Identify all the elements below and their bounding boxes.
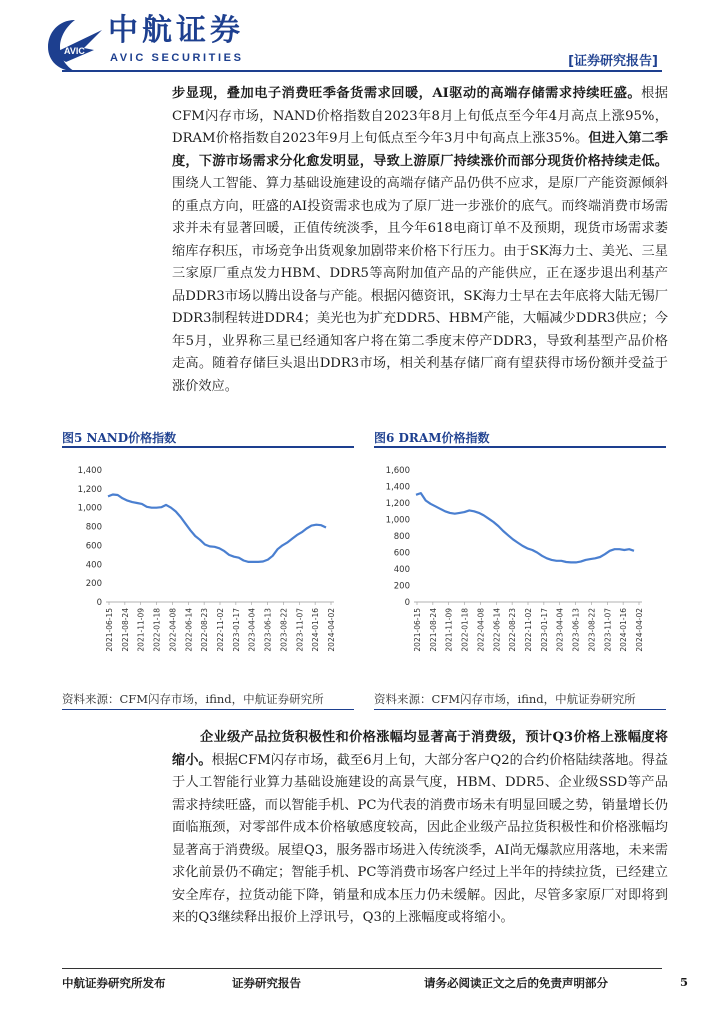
- body-paragraph-1: [172, 83, 668, 398]
- footer-divider: [62, 968, 662, 969]
- header-divider: [62, 70, 662, 72]
- price-index-line: [416, 493, 634, 562]
- figure-5-source-divider: [62, 709, 354, 710]
- text-segment: 企业级产品拉货积极性和价格涨幅均显著高于消费级，预计Q3价格上涨幅度将缩小。: [172, 730, 668, 768]
- x-tick-label: 2021-08-24: [428, 608, 438, 652]
- x-tick-label: 2023-04-04: [247, 608, 257, 652]
- y-tick-label: 1,000: [385, 515, 410, 526]
- x-tick-label: 2021-08-24: [120, 608, 130, 652]
- y-tick-label: 600: [393, 548, 410, 559]
- y-tick-label: 800: [393, 532, 410, 542]
- footer-report-type: 证券研究报告: [232, 976, 301, 990]
- y-tick-label: 800: [85, 522, 102, 533]
- footer-publisher: 中航证券研究所发布: [62, 976, 166, 990]
- y-tick-label: 1,000: [77, 503, 102, 514]
- x-tick-label: 2022-01-18: [152, 608, 162, 652]
- y-tick-label: 200: [393, 581, 410, 592]
- x-tick-label: 2023-11-07: [603, 608, 613, 652]
- y-tick-label: 400: [85, 560, 102, 571]
- avic-logo-icon: [44, 16, 106, 74]
- text-segment: 根据CFM闪存市场，截至6月上旬，大部分客户Q2的合约价格陆续落地。得益于人工智能行业算力基础设施建设的高景气度，HBM、DDR5、企业级SSD等产品需求持续旺盛，而以智能手机、PC为代表的消费市场未有明显回暖之势，销量增长仍面临瓶颈，对零部件成本价格敏感度较高，因此企业级产品拉货积极性和价格涨幅均显著高于消费级。展望Q3，服务器市场进入传统淡季，AI尚无爆款应用落地，未来需求化前景仍不确定；智能手机、PC等消费市场客户经过上半年的持续拉货，已经建立安全库存，拉货动能下降，销量和成本压力仍未缓解。因此，尽管多家原厂对即将到来的Q3继续释出报价上浮讯号，Q3的上涨幅度或将缩小。: [172, 752, 668, 925]
- x-tick-label: 2023-08-22: [279, 608, 289, 652]
- x-tick-label: 2022-04-08: [476, 608, 486, 652]
- body-paragraph-2: [172, 727, 668, 930]
- figure-6-source: 资料来源：CFM闪存市场，ifind，中航证券研究所: [374, 692, 636, 706]
- x-tick-label: 2024-01-16: [619, 608, 629, 652]
- x-tick-label: 2023-04-04: [555, 608, 565, 652]
- figure-5-caption: 图5 NAND价格指数: [62, 431, 177, 445]
- text-segment: 围绕人工智能、算力基础设施建设的高端存储产品仍供不应求，是原厂产能资源倾斜的重点方向，旺盛的AI投资需求也成为了原厂进一步涨价的底气。而终端消费市场需求并未有显著回暖，正值传统淡季，且今年618电商订单不及预期，现货市场需求萎缩库存积压，市场竞争出货观象加剧带来价格下行压力。由于SK海力士、美光、三星三家原厂重点发力HBM、DDR5等高附加值产品的产能供应，正在逐步退出利基产品DDR3市场以腾出设备与产能。根据闪德资讯，SK海力士早在去年底将大陆无锡厂DDR3制程转进DDR4；美光也为扩充DDR5、HBM产能，大幅减少DDR3供应；今年5月，业界称三星已经通知客户将在第二季度末停产DDR3，导致利基型产品价格走高。随着存储巨头退出DDR3市场，相关利基存储厂商有望获得市场份额并受益于涨价效应。: [172, 176, 668, 394]
- nand-price-chart: [76, 452, 342, 687]
- brand-name-cn: 中航证券: [108, 13, 244, 48]
- y-tick-label: 600: [85, 541, 102, 552]
- x-tick-label: 2022-06-14: [492, 608, 502, 652]
- figure-5-source: 资料来源：CFM闪存市场，ifind，中航证券研究所: [62, 692, 324, 706]
- x-tick-label: 2021-06-15: [413, 608, 422, 652]
- report-type-label: [证券研究报告]: [568, 54, 658, 69]
- y-tick-label: 1,400: [385, 482, 410, 493]
- price-index-line: [108, 495, 326, 562]
- figure-6-caption: 图6 DRAM价格指数: [374, 431, 490, 445]
- x-tick-label: 2023-06-13: [263, 608, 273, 652]
- x-tick-label: 2021-11-09: [444, 608, 454, 652]
- y-tick-label: 400: [393, 565, 410, 575]
- x-tick-label: 2023-08-22: [587, 608, 597, 652]
- x-tick-label: 2022-08-23: [508, 608, 518, 652]
- x-tick-label: 2023-11-07: [295, 608, 305, 652]
- y-tick-label: 0: [96, 598, 102, 608]
- x-tick-label: 2023-06-13: [571, 608, 581, 652]
- figure-6-divider: [374, 446, 666, 448]
- y-tick-label: 0: [404, 598, 410, 608]
- x-tick-label: 2022-11-02: [524, 608, 533, 652]
- text-segment: 步显现，叠加电子消费旺季备货需求回暖，AI驱动的高端存储需求持续旺盛。: [172, 86, 642, 101]
- text-segment: 但进入第二季度，下游市场需求分化愈发明显，导致上游原厂持续涨价而部分现货价格持续走低。: [172, 131, 668, 169]
- brand-name-en: AVIC SECURITIES: [110, 52, 244, 64]
- x-tick-label: 2023-01-17: [539, 608, 549, 652]
- x-tick-label: 2021-06-15: [105, 608, 114, 652]
- x-tick-label: 2022-01-18: [460, 608, 470, 652]
- x-tick-label: 2021-11-09: [136, 608, 146, 652]
- figure-5-divider: [62, 446, 354, 448]
- y-tick-label: 200: [85, 579, 102, 590]
- x-tick-label: 2022-11-02: [216, 608, 225, 652]
- x-tick-label: 2024-01-16: [311, 608, 321, 652]
- y-tick-label: 1,200: [77, 484, 102, 495]
- x-tick-label: 2022-04-08: [168, 608, 178, 652]
- x-tick-label: 2024-04-02: [635, 608, 644, 652]
- figure-6-source-divider: [374, 709, 666, 710]
- svg-text:AVIC: AVIC: [64, 46, 85, 56]
- x-tick-label: 2024-04-02: [327, 608, 336, 652]
- page-number: 5: [680, 975, 689, 989]
- page-header: [0, 0, 724, 80]
- y-tick-label: 1,600: [385, 466, 410, 476]
- x-tick-label: 2022-08-23: [200, 608, 210, 652]
- y-tick-label: 1,200: [385, 499, 410, 509]
- footer-disclaimer: 请务必阅读正文之后的免责声明部分: [424, 976, 608, 990]
- y-tick-label: 1,400: [77, 466, 102, 476]
- x-tick-label: 2022-06-14: [184, 608, 194, 652]
- x-tick-label: 2023-01-17: [231, 608, 241, 652]
- text-segment: 根据CFM闪存市场，NAND价格指数自2023年8月上旬低点至今年4月高点上涨95%，DRAM价格指数自2023年9月上旬低点至今年3月中旬高点上涨35%。: [172, 86, 668, 146]
- dram-price-chart: [384, 452, 650, 687]
